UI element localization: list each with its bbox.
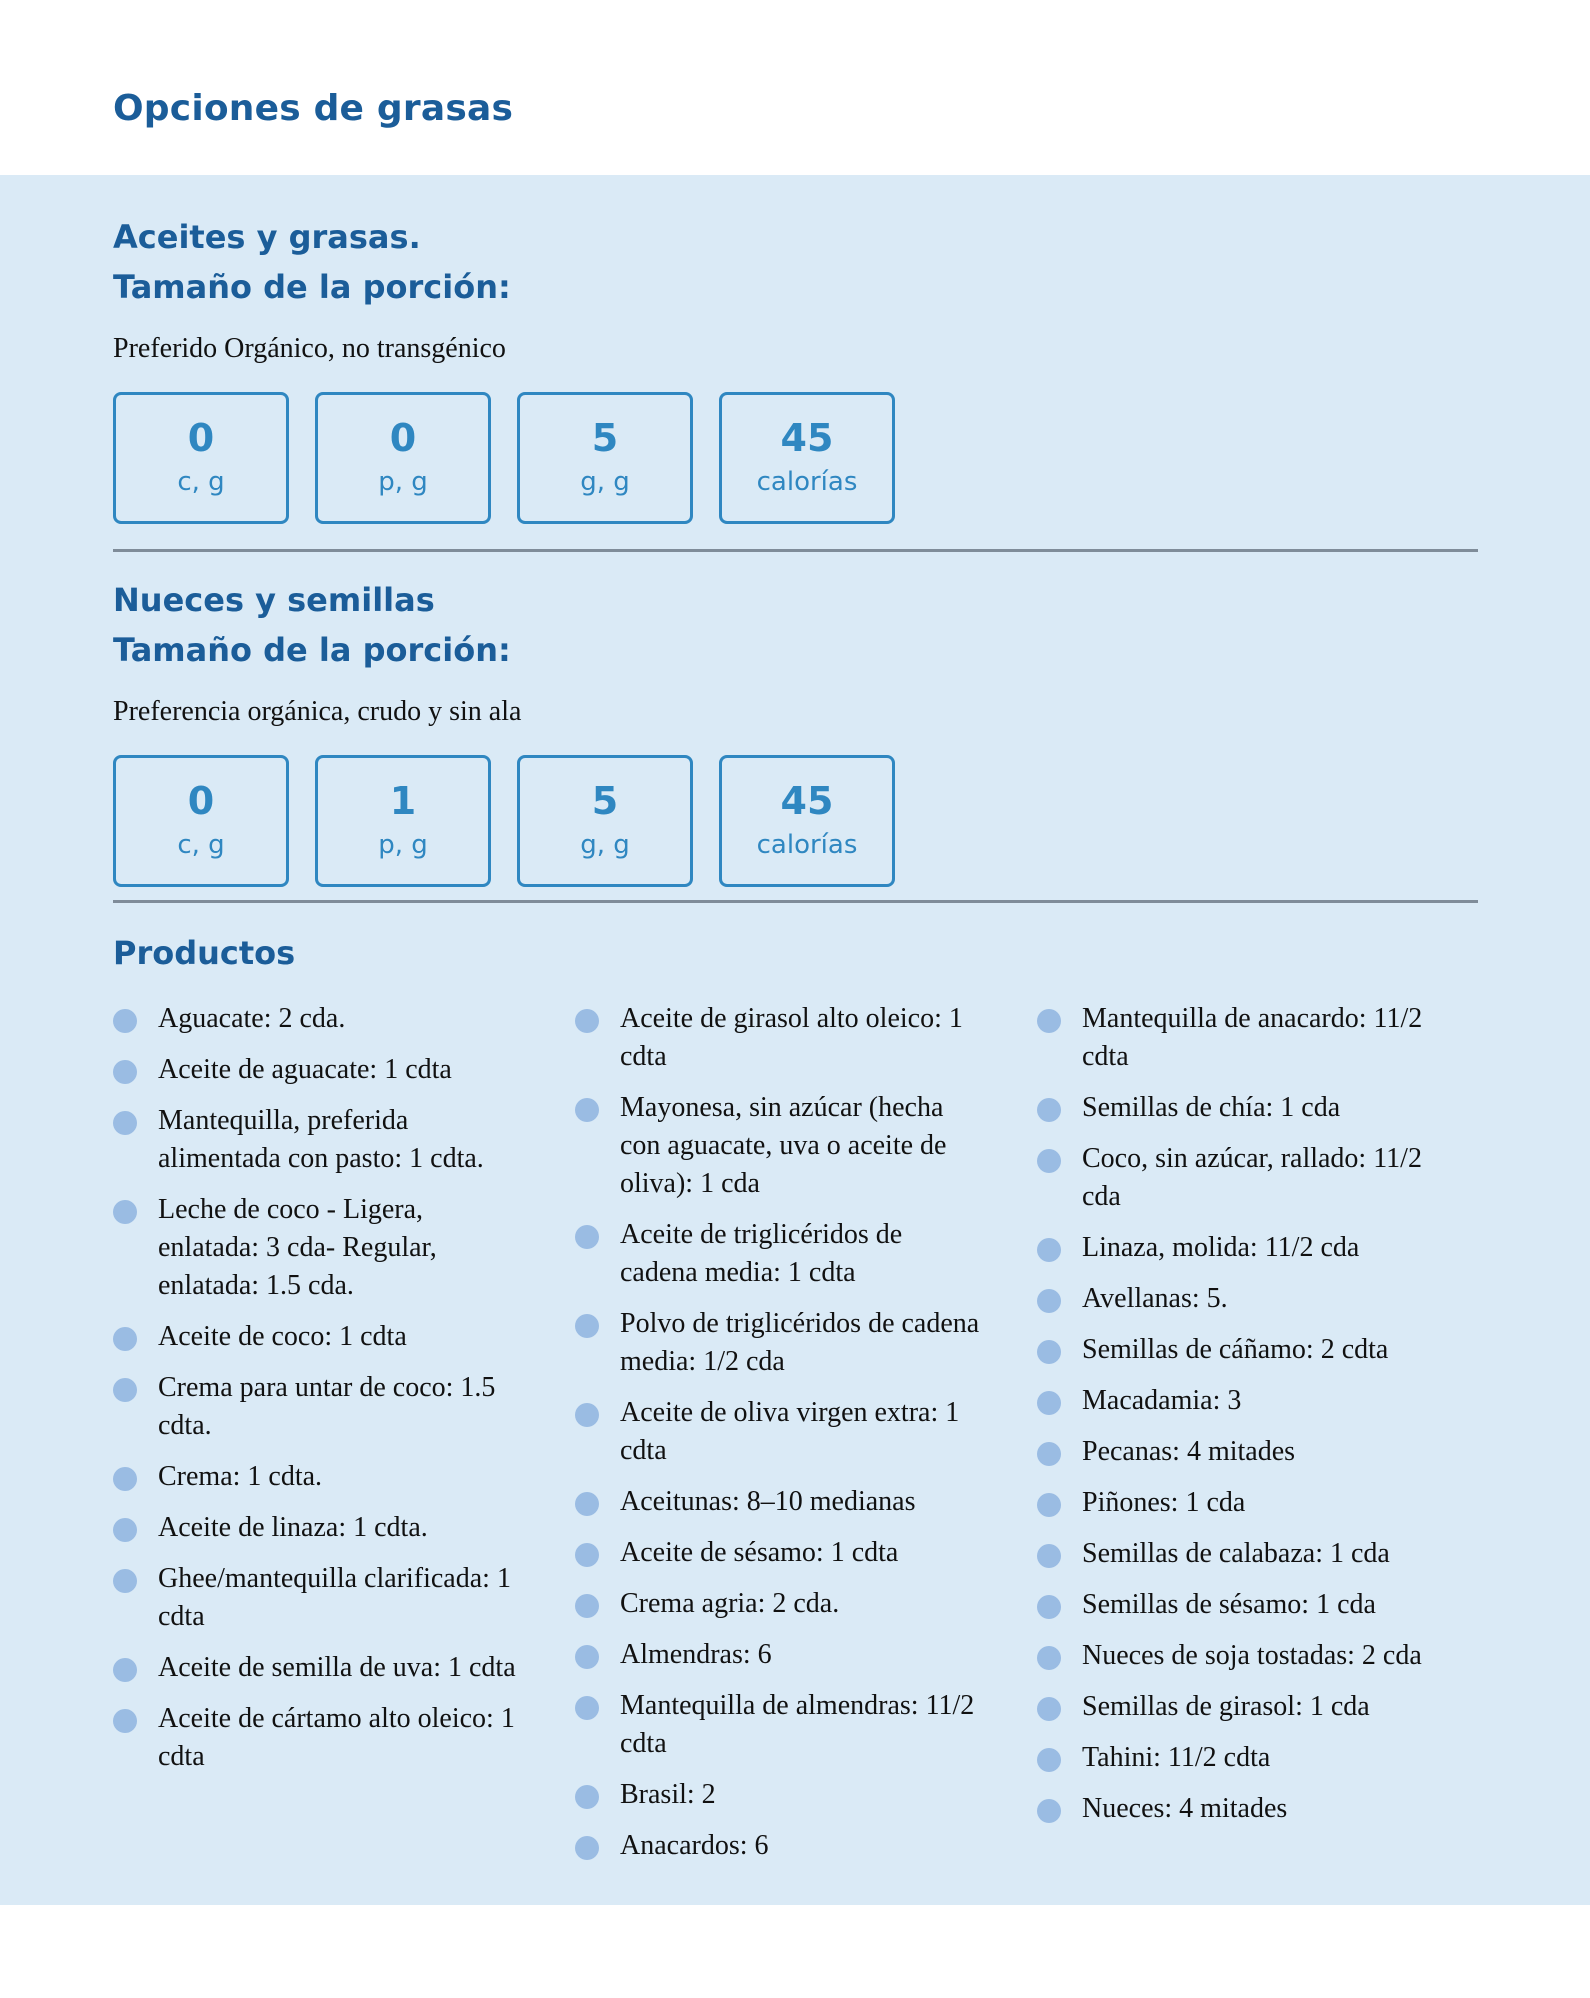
list-item xyxy=(1037,1140,1457,1216)
product-text: Almendras: 6 xyxy=(620,1639,772,1670)
bullet-icon xyxy=(1037,1149,1061,1173)
product-text: Aceite de aguacate: 1 cdta xyxy=(158,1054,452,1085)
product-text: Aceite de sésamo: 1 cdta xyxy=(620,1537,899,1568)
product-text: Mayonesa, sin azúcar (hecha con aguacate, uva o aceite de oliva): 1 cda xyxy=(620,1092,947,1199)
box-label: c, g xyxy=(177,830,225,860)
box-label: calorías xyxy=(756,467,858,497)
bullet-icon xyxy=(113,1009,137,1033)
protein-box xyxy=(315,755,491,887)
bullet-icon xyxy=(113,1327,137,1351)
product-text: Crema: 1 cdta. xyxy=(158,1461,323,1492)
list-item xyxy=(1037,1790,1457,1828)
bullet-icon xyxy=(113,1378,137,1402)
carbs-box xyxy=(113,755,289,887)
list-item xyxy=(113,1000,523,1038)
list-item xyxy=(575,1483,985,1521)
product-text: Aceite de semilla de uva: 1 cdta xyxy=(158,1652,516,1683)
bullet-icon xyxy=(1037,1493,1061,1517)
list-item xyxy=(1037,1637,1457,1675)
section-note: Preferencia orgánica, crudo y sin ala xyxy=(113,696,522,727)
product-text: Coco, sin azúcar, rallado: 11/2 cda xyxy=(1082,1143,1422,1212)
bullet-icon xyxy=(1037,1646,1061,1670)
calories-box xyxy=(719,392,895,524)
bullet-icon xyxy=(575,1836,599,1860)
bullet-icon xyxy=(575,1785,599,1809)
bullet-icon xyxy=(575,1403,599,1427)
page-title: Opciones de grasas xyxy=(113,88,514,129)
list-item xyxy=(113,1458,523,1496)
bullet-icon xyxy=(1037,1391,1061,1415)
list-item xyxy=(113,1649,523,1687)
bullet-icon xyxy=(113,1709,137,1733)
bullet-icon xyxy=(1037,1544,1061,1568)
bullet-icon xyxy=(1037,1442,1061,1466)
list-item xyxy=(1037,1000,1457,1076)
section-subtitle: Tamaño de la porción: xyxy=(113,631,511,669)
list-item xyxy=(113,1051,523,1089)
list-item xyxy=(1037,1089,1457,1127)
list-item xyxy=(1037,1535,1457,1573)
bullet-icon xyxy=(1037,1009,1061,1033)
product-text: Aceitunas: 8–10 medianas xyxy=(620,1486,916,1517)
box-value: 5 xyxy=(591,416,619,460)
bullet-icon xyxy=(575,1492,599,1516)
bullet-icon xyxy=(113,1111,137,1135)
product-text: Tahini: 11/2 cdta xyxy=(1082,1742,1271,1773)
product-text: Semillas de calabaza: 1 cda xyxy=(1082,1538,1390,1569)
bullet-icon xyxy=(1037,1098,1061,1122)
bullet-icon xyxy=(1037,1748,1061,1772)
product-text: Polvo de triglicéridos de cadena media: 1/2 cda xyxy=(620,1308,980,1377)
product-text: Semillas de sésamo: 1 cda xyxy=(1082,1589,1376,1620)
list-item xyxy=(1037,1688,1457,1726)
bullet-icon xyxy=(1037,1799,1061,1823)
list-item xyxy=(575,1394,985,1470)
product-text: Anacardos: 6 xyxy=(620,1830,769,1861)
product-text: Leche de coco - Ligera, enlatada: 3 cda- Regular, enlatada: 1.5 cda. xyxy=(158,1194,437,1301)
list-item xyxy=(1037,1229,1457,1267)
product-text: Semillas de girasol: 1 cda xyxy=(1082,1691,1370,1722)
bullet-icon xyxy=(575,1098,599,1122)
bullet-icon xyxy=(575,1314,599,1338)
bullet-icon xyxy=(113,1518,137,1542)
fat-box xyxy=(517,392,693,524)
calories-box xyxy=(719,755,895,887)
product-text: Semillas de cáñamo: 2 cdta xyxy=(1082,1334,1389,1365)
list-item xyxy=(1037,1382,1457,1420)
box-label: calorías xyxy=(756,830,858,860)
list-item xyxy=(575,1636,985,1674)
bullet-icon xyxy=(575,1594,599,1618)
box-label: p, g xyxy=(378,830,428,860)
bullet-icon xyxy=(575,1225,599,1249)
product-text: Aceite de cártamo alto oleico: 1 cdta xyxy=(158,1703,515,1772)
section-subtitle: Tamaño de la porción: xyxy=(113,268,511,306)
bullet-icon xyxy=(113,1467,137,1491)
box-label: p, g xyxy=(378,467,428,497)
product-text: Mantequilla de anacardo: 11/2 cdta xyxy=(1082,1003,1423,1072)
list-item xyxy=(113,1318,523,1356)
box-value: 0 xyxy=(187,416,215,460)
divider xyxy=(113,900,1478,903)
protein-box xyxy=(315,392,491,524)
product-text: Aceite de oliva virgen extra: 1 cdta xyxy=(620,1397,960,1466)
list-item xyxy=(113,1102,523,1178)
bullet-icon xyxy=(1037,1289,1061,1313)
list-item xyxy=(113,1369,523,1445)
list-item xyxy=(113,1700,523,1776)
list-item xyxy=(575,1216,985,1292)
product-text: Mantequilla de almendras: 11/2 cdta xyxy=(620,1690,975,1759)
macro-boxes xyxy=(113,755,1478,887)
products-column-1 xyxy=(113,1000,523,1789)
list-item xyxy=(575,1687,985,1763)
product-text: Aceite de coco: 1 cdta xyxy=(158,1321,407,1352)
bullet-icon xyxy=(575,1543,599,1567)
divider xyxy=(113,549,1478,552)
product-text: Avellanas: 5. xyxy=(1082,1283,1228,1314)
bullet-icon xyxy=(575,1645,599,1669)
bullet-icon xyxy=(113,1569,137,1593)
list-item xyxy=(575,1827,985,1865)
carbs-box xyxy=(113,392,289,524)
list-item xyxy=(113,1509,523,1547)
product-text: Ghee/mantequilla clarificada: 1 cdta xyxy=(158,1563,511,1632)
list-item xyxy=(1037,1484,1457,1522)
bullet-icon xyxy=(113,1200,137,1224)
product-text: Nueces de soja tostadas: 2 cda xyxy=(1082,1640,1422,1671)
list-item xyxy=(113,1191,523,1305)
macro-boxes xyxy=(113,392,1478,524)
product-text: Pecanas: 4 mitades xyxy=(1082,1436,1296,1467)
box-label: g, g xyxy=(580,830,630,860)
box-value: 0 xyxy=(389,416,417,460)
product-text: Nueces: 4 mitades xyxy=(1082,1793,1288,1824)
product-text: Aceite de triglicéridos de cadena media: 1 cdta xyxy=(620,1219,903,1288)
bullet-icon xyxy=(1037,1697,1061,1721)
products-title: Productos xyxy=(113,934,296,972)
list-item xyxy=(575,1534,985,1572)
product-text: Piñones: 1 cda xyxy=(1082,1487,1246,1518)
bullet-icon xyxy=(1037,1238,1061,1262)
bullet-icon xyxy=(1037,1595,1061,1619)
section-title: Nueces y semillas xyxy=(113,581,435,619)
product-text: Mantequilla, preferida alimentada con pasto: 1 cdta. xyxy=(158,1105,484,1174)
list-item xyxy=(1037,1739,1457,1777)
section-oils-fats xyxy=(113,212,1478,524)
section-note: Preferido Orgánico, no transgénico xyxy=(113,333,506,364)
products-column-2 xyxy=(575,1000,985,1878)
bullet-icon xyxy=(113,1658,137,1682)
box-value: 0 xyxy=(187,779,215,823)
list-item xyxy=(1037,1331,1457,1369)
section-nuts-seeds xyxy=(113,575,1478,887)
box-value: 45 xyxy=(780,779,834,823)
product-text: Semillas de chía: 1 cda xyxy=(1082,1092,1341,1123)
box-label: c, g xyxy=(177,467,225,497)
bullet-icon xyxy=(575,1009,599,1033)
bullet-icon xyxy=(113,1060,137,1084)
box-label: g, g xyxy=(580,467,630,497)
product-text: Linaza, molida: 11/2 cda xyxy=(1082,1232,1360,1263)
list-item xyxy=(113,1560,523,1636)
bullet-icon xyxy=(1037,1340,1061,1364)
fat-box xyxy=(517,755,693,887)
product-text: Crema para untar de coco: 1.5 cdta. xyxy=(158,1372,496,1441)
box-value: 1 xyxy=(389,779,417,823)
list-item xyxy=(575,1585,985,1623)
product-text: Crema agria: 2 cda. xyxy=(620,1588,840,1619)
box-value: 5 xyxy=(591,779,619,823)
list-item xyxy=(575,1776,985,1814)
list-item xyxy=(575,1089,985,1203)
product-text: Aceite de linaza: 1 cdta. xyxy=(158,1512,428,1543)
bullet-icon xyxy=(575,1696,599,1720)
product-text: Aceite de girasol alto oleico: 1 cdta xyxy=(620,1003,963,1072)
box-value: 45 xyxy=(780,416,834,460)
section-title: Aceites y grasas. xyxy=(113,218,421,256)
product-text: Aguacate: 2 cda. xyxy=(158,1003,346,1034)
list-item xyxy=(575,1305,985,1381)
list-item xyxy=(1037,1433,1457,1471)
product-text: Brasil: 2 xyxy=(620,1779,716,1810)
product-text: Macadamia: 3 xyxy=(1082,1385,1242,1416)
list-item xyxy=(1037,1586,1457,1624)
products-column-3 xyxy=(1037,1000,1457,1841)
list-item xyxy=(1037,1280,1457,1318)
list-item xyxy=(575,1000,985,1076)
